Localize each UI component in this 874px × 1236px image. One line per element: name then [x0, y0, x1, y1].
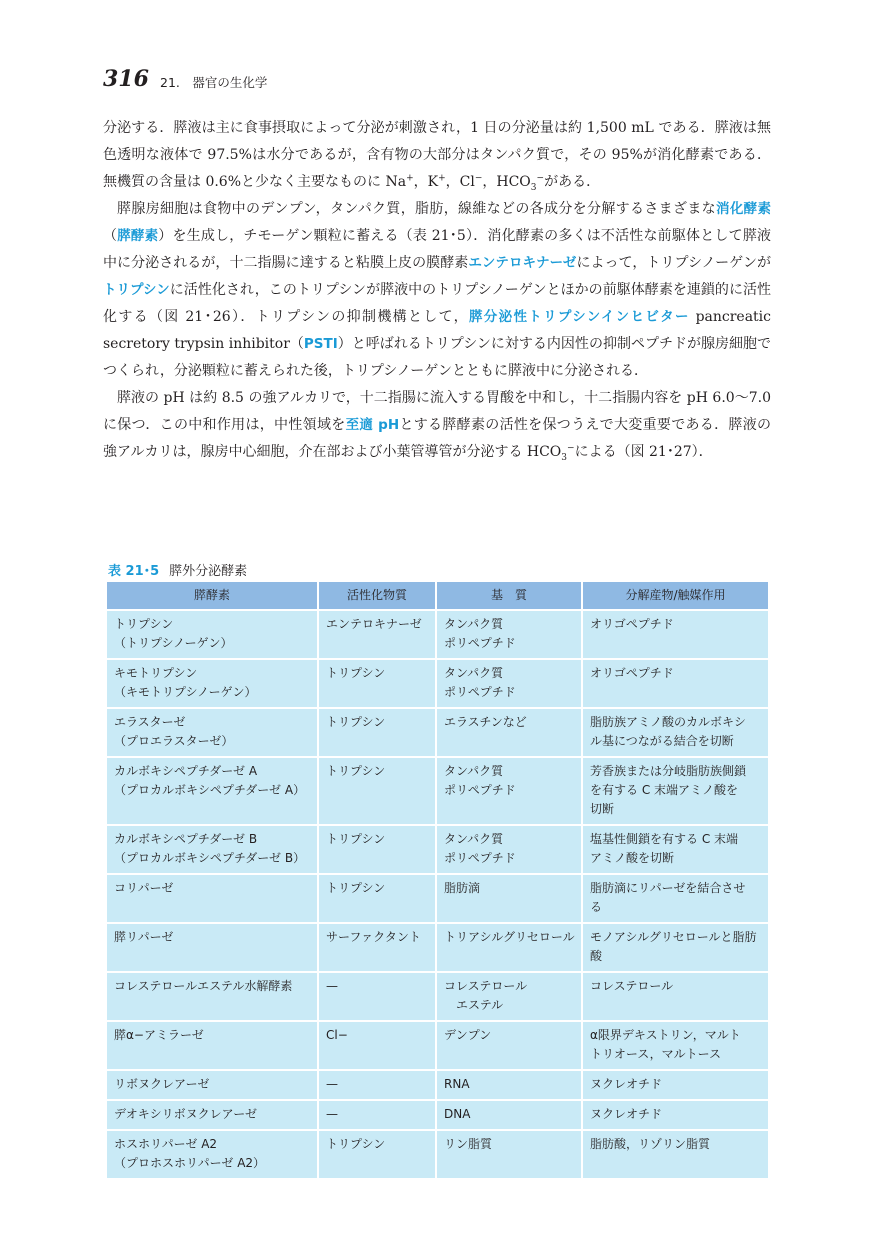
activator-cell-line: トリプシン [326, 832, 386, 846]
product-cell [582, 659, 768, 708]
substrate-cell-line: エステル [456, 998, 504, 1012]
text: によって，トリプシノーゲンが [576, 255, 772, 271]
enzyme-cell-line: ホスホリパーゼ A2 [114, 1137, 218, 1151]
enzyme-cell-line: （プロカルボキシペプチダーゼ A） [114, 783, 306, 797]
activator-cell-line: トリプシン [326, 1137, 386, 1151]
substrate-cell [436, 1070, 582, 1100]
enzyme-cell [107, 972, 318, 1021]
substrate-cell [436, 923, 582, 972]
substrate-cell-line: DNA [444, 1107, 471, 1121]
product-cell-line: ヌクレオチド [590, 1107, 663, 1121]
product-cell-line: 脂肪族アミノ酸のカルボキシ [590, 715, 746, 729]
text: ）と呼ばれるトリプシンに対する内因性の抑制ペプチドが腺房細胞でつくられ，分泌顆粒に蓄えられた後，トリプシノーゲンとともに膵液中に分泌される． [103, 336, 771, 379]
text: ，K [413, 174, 439, 190]
text: とする膵酵素の活性を保つうえで大変重要である．膵液の強アルカリは，腺房中心細胞，介在部および小葉管導管が分泌する HCO [103, 417, 771, 460]
activator-cell-line: トリプシン [326, 881, 386, 895]
enzyme-cell-line: 膵リパーゼ [114, 930, 174, 944]
product-cell-line: α限界デキストリン，マルト [590, 1028, 741, 1042]
substrate-cell-line: ポリペプチド [444, 783, 516, 797]
text: ）を生成し，チモーゲン顆粒に蓄える（表 21･5）．消化酵素の多くは不活性な前駆体として膵液中に分泌されるが，十二指腸に達すると粘膜上皮の膜酵素 [103, 228, 772, 271]
enzyme-cell-line: カルボキシペプチダーゼ A [114, 764, 258, 778]
table-row [107, 972, 768, 1021]
product-cell [582, 874, 768, 923]
product-cell-line: 切断 [590, 802, 615, 816]
table-row [107, 874, 768, 923]
text: 分泌する．膵液は主に食事摂取によって分泌が刺激され，1 日の分泌量は約 1,500 mL である．膵液は無色透明な液体で 97.5%は水分であるが，含有物の大部分はタンパク質で，その 95%が消化酵素である．無機質の含量は 0.6%と少なく主要なものに Na [103, 120, 771, 190]
table-header-row [107, 582, 768, 610]
substrate-cell-line: コレステロール [444, 979, 528, 993]
enzyme-cell-line: （プロカルボキシペプチダーゼ B） [114, 851, 306, 865]
activator-cell-line: トリプシン [326, 666, 386, 680]
keyword-highlight: 膵酵素 [117, 228, 159, 244]
substrate-cell-line: タンパク質 [444, 666, 504, 680]
table-row [107, 757, 768, 825]
text: がある． [544, 174, 601, 190]
enzyme-cell-line: エラスターゼ [114, 715, 186, 729]
enzyme-cell [107, 923, 318, 972]
substrate-cell-line: リン脂質 [444, 1137, 493, 1151]
product-cell [582, 923, 768, 972]
table-row [107, 1130, 768, 1178]
text: ，HCO [482, 174, 531, 190]
enzyme-cell [107, 659, 318, 708]
subscript: 3 [530, 182, 537, 193]
enzyme-cell [107, 610, 318, 659]
text: （ [103, 228, 118, 244]
superscript: + [406, 173, 414, 184]
paragraph-3 [103, 385, 771, 466]
table-row [107, 1021, 768, 1070]
activator-cell [318, 1130, 436, 1178]
text: 膵腺房細胞は食物中のデンプン，タンパク質，脂肪，線維などの各成分を分解するさまざまな [117, 201, 716, 217]
substrate-cell [436, 825, 582, 874]
enzyme-cell-line: リボヌクレアーゼ [114, 1077, 210, 1091]
activator-cell-line: エンテロキナーゼ [326, 617, 422, 631]
activator-cell-line: Cl− [326, 1028, 348, 1042]
product-cell-line: アミノ酸を切断 [590, 851, 675, 865]
activator-cell [318, 1021, 436, 1070]
enzyme-cell-line: デオキシリボヌクレアーゼ [114, 1107, 258, 1121]
product-cell [582, 972, 768, 1021]
substrate-cell [436, 972, 582, 1021]
product-cell-line: 塩基性側鎖を有する C 末端 [590, 832, 739, 846]
product-cell [582, 757, 768, 825]
enzyme-cell-line: コレステロールエステル水解酵素 [114, 979, 293, 993]
product-cell-line: トリオース，マルトース [590, 1047, 722, 1061]
activator-cell-line: — [326, 1077, 338, 1091]
activator-cell [318, 610, 436, 659]
substrate-cell [436, 610, 582, 659]
table-body [107, 610, 768, 1178]
product-cell [582, 825, 768, 874]
activator-cell-line: トリプシン [326, 764, 386, 778]
product-cell-line: ル基につながる結合を切断 [590, 734, 734, 748]
superscript: + [438, 173, 446, 184]
table-row [107, 708, 768, 757]
text: ，Cl [445, 174, 475, 190]
product-cell-line: 芳香族または分岐脂肪族側鎖 [590, 764, 747, 778]
product-cell [582, 1070, 768, 1100]
activator-cell [318, 825, 436, 874]
product-cell [582, 1021, 768, 1070]
substrate-cell-line: タンパク質 [444, 764, 504, 778]
substrate-cell-line: RNA [444, 1077, 470, 1091]
text: 膵液の pH は約 8.5 の強アルカリで，十二指腸に流入する胃酸を中和し，十二指腸内容を pH 6.0〜7.0 に保つ．この中和作用は，中性領域を [103, 390, 771, 433]
activator-cell [318, 708, 436, 757]
keyword-highlight: 膵分泌性トリプシンインヒビター [468, 309, 690, 325]
column-header: 分解産物/触媒作用 [582, 582, 768, 610]
table-row [107, 610, 768, 659]
column-header: 活性化物質 [318, 582, 436, 610]
substrate-cell-line: タンパク質 [444, 617, 504, 631]
substrate-cell-line: ポリペプチド [444, 685, 516, 699]
table-row [107, 923, 768, 972]
enzyme-cell-line: カルボキシペプチダーゼ B [114, 832, 258, 846]
enzyme-cell-line: トリプシン [114, 617, 174, 631]
paragraph-2 [103, 196, 771, 385]
activator-cell [318, 1100, 436, 1130]
activator-cell [318, 757, 436, 825]
product-cell-line: 脂肪酸，リゾリン脂質 [590, 1137, 711, 1151]
substrate-cell-line: 脂肪滴 [444, 881, 481, 895]
enzyme-cell-line: （プロホスホリパーゼ A2） [114, 1156, 266, 1170]
enzyme-cell-line: （プロエラスターゼ） [114, 734, 234, 748]
keyword-highlight: 消化酵素 [716, 201, 771, 217]
enzyme-cell [107, 757, 318, 825]
enzyme-cell [107, 708, 318, 757]
product-cell-line: 脂肪滴にリパーゼを結合させ [590, 881, 746, 895]
substrate-cell [436, 659, 582, 708]
table-row [107, 659, 768, 708]
superscript: − [567, 443, 575, 454]
keyword-highlight: トリプシン [103, 282, 170, 298]
paragraph-1 [103, 115, 771, 196]
product-cell [582, 708, 768, 757]
keyword-highlight: PSTI [303, 336, 338, 352]
substrate-cell-line: エラスチンなど [444, 715, 527, 729]
text: による（図 21･27）． [574, 444, 713, 460]
substrate-cell-line: タンパク質 [444, 832, 504, 846]
enzyme-cell [107, 1100, 318, 1130]
enzyme-cell [107, 825, 318, 874]
activator-cell [318, 923, 436, 972]
activator-cell-line: サーファクタント [326, 930, 421, 944]
activator-cell-line: トリプシン [326, 715, 386, 729]
product-cell-line: オリゴペプチド [590, 666, 674, 680]
table-row [107, 1100, 768, 1130]
enzyme-cell [107, 1021, 318, 1070]
activator-cell-line: — [326, 1107, 338, 1121]
product-cell-line: オリゴペプチド [590, 617, 674, 631]
substrate-cell-line: トリアシルグリセロール [444, 930, 575, 944]
text: に活性化され，このトリプシンが膵液中のトリプシノーゲンとほかの前駆体酵素を連鎖的に活性化する（図 21･26）．トリプシンの抑制機構として， [103, 282, 772, 325]
text: pancreatic secretory trypsin inhibitor（ [103, 309, 772, 352]
table-title: 膵外分泌酵素 [169, 564, 248, 579]
activator-cell [318, 659, 436, 708]
activator-cell [318, 1070, 436, 1100]
column-header: 膵酵素 [107, 582, 318, 610]
table-row [107, 1070, 768, 1100]
enzyme-cell-line: （トリプシノーゲン） [114, 636, 233, 650]
superscript: − [536, 173, 545, 184]
subscript: 3 [561, 452, 568, 463]
product-cell-line: ヌクレオチド [590, 1077, 663, 1091]
table-row [107, 825, 768, 874]
substrate-cell [436, 1130, 582, 1178]
product-cell-line: モノアシルグリセロールと脂肪酸 [590, 930, 757, 963]
enzyme-cell [107, 874, 318, 923]
page-number: 316 [103, 66, 149, 92]
substrate-cell-line: ポリペプチド [444, 636, 516, 650]
enzyme-cell-line: （キモトリプシノーゲン） [114, 685, 257, 699]
product-cell [582, 1130, 768, 1178]
enzyme-cell-line: キモトリプシン [114, 666, 198, 680]
chapter-title: 21. 器官の生化学 [160, 75, 268, 90]
substrate-cell [436, 1100, 582, 1130]
table-caption [108, 560, 247, 579]
table [107, 582, 768, 1178]
keyword-highlight: エンテロキナーゼ [468, 255, 577, 271]
table-number: 表 21･5 [108, 564, 160, 579]
substrate-cell-line: デンプン [444, 1028, 492, 1042]
enzyme-cell [107, 1130, 318, 1178]
superscript: − [474, 173, 483, 184]
product-cell-line: コレステロール [590, 979, 674, 993]
product-cell-line: る [590, 900, 603, 914]
substrate-cell [436, 1021, 582, 1070]
enzyme-cell-line: 膵α−アミラーゼ [114, 1028, 204, 1042]
activator-cell-line: — [326, 979, 338, 993]
substrate-cell [436, 757, 582, 825]
column-header: 基 質 [436, 582, 582, 610]
product-cell-line: を有する C 末端アミノ酸を [590, 783, 739, 797]
substrate-cell [436, 874, 582, 923]
enzyme-table [107, 582, 768, 1178]
keyword-highlight: 至適 pH [345, 417, 400, 433]
activator-cell [318, 874, 436, 923]
product-cell [582, 610, 768, 659]
enzyme-cell-line: コリパーゼ [114, 881, 174, 895]
substrate-cell [436, 708, 582, 757]
enzyme-cell [107, 1070, 318, 1100]
substrate-cell-line: ポリペプチド [444, 851, 516, 865]
product-cell [582, 1100, 768, 1130]
body-text [103, 115, 771, 466]
activator-cell [318, 972, 436, 1021]
